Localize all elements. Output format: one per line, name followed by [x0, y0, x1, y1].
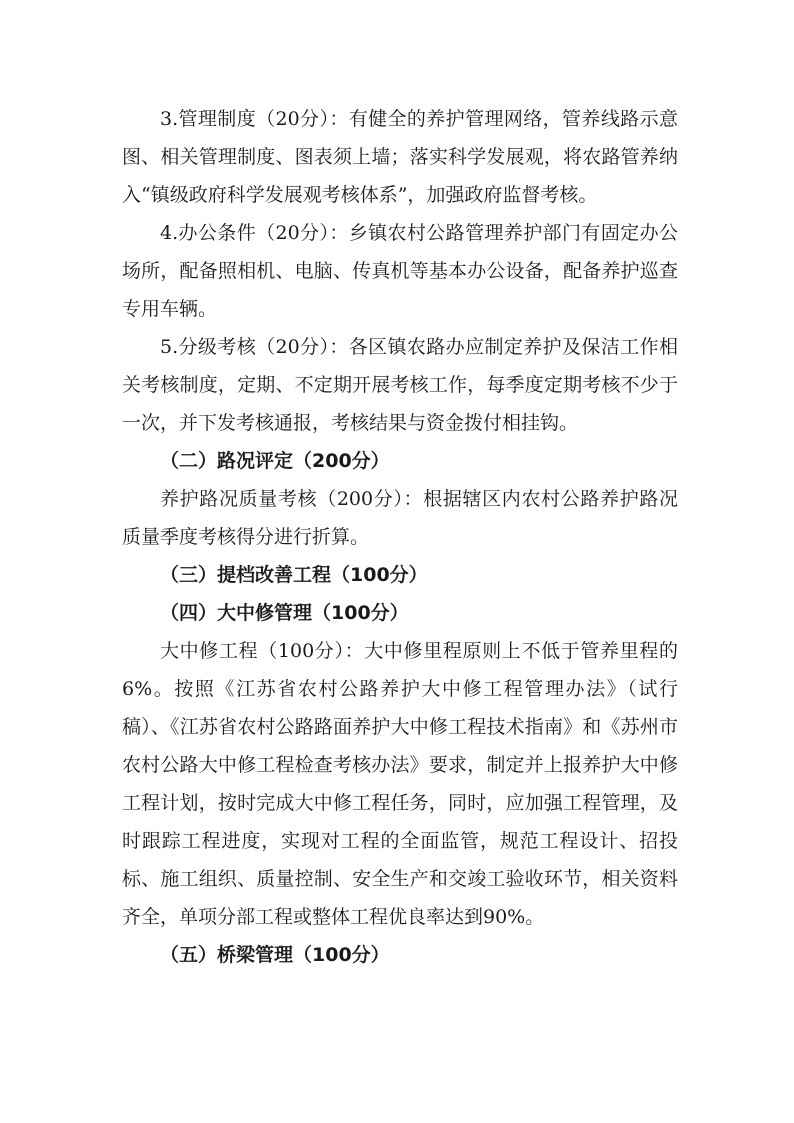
section-heading-upgrade-project: （三）提档改善工程（100分）	[160, 564, 428, 586]
paragraph-office-conditions: 4.办公条件（20分）：乡镇农村公路管理养护部门有固定办公场所，配备照相机、电脑、传真机等基本办公设备，配备养护巡查专用车辆。	[122, 222, 678, 320]
section-heading-major-repair: （四）大中修管理（100分）	[160, 602, 409, 624]
paragraph-road-quality: 养护路况质量考核（200分）：根据辖区内农村公路养护路况质量季度考核得分进行折算。	[122, 488, 678, 548]
section-heading-road-condition: （二）路况评定（200分）	[160, 450, 390, 472]
paragraph-major-repair-project: 大中修工程（100分）：大中修里程原则上不低于管养里程的6%。按照《江苏省农村公路养护大中修工程管理办法》（试行稿）、《江苏省农村公路路面养护大中修工程技术指南》和《苏州市农村公路大中修工程检查考核办法》要求，制定并上报养护大中修工程计划，按时完成大中修工程任务，同时，应加强工程管理，及时跟踪工程进度，实现对工程的全面监管，规范工程设计、招投标、施工组织、质量控制、安全生产和交竣工验收环节，相关资料齐全，单项分部工程或整体工程优良率达到90%。	[122, 640, 678, 928]
document-body	[122, 100, 678, 974]
paragraph-graded-assessment: 5.分级考核（20分）：各区镇农路办应制定养护及保洁工作相关考核制度，定期、不定期开展考核工作，每季度定期考核不少于一次，并下发考核通报，考核结果与资金拨付相挂钩。	[122, 336, 678, 434]
section-heading-bridge-management: （五）桥梁管理（100分）	[160, 944, 390, 966]
paragraph-management-system: 3.管理制度（20分）：有健全的养护管理网络，管养线路示意图、相关管理制度、图表须上墙；落实科学发展观，将农路管养纳入“镇级政府科学发展观考核体系”，加强政府监督考核。	[122, 108, 678, 206]
